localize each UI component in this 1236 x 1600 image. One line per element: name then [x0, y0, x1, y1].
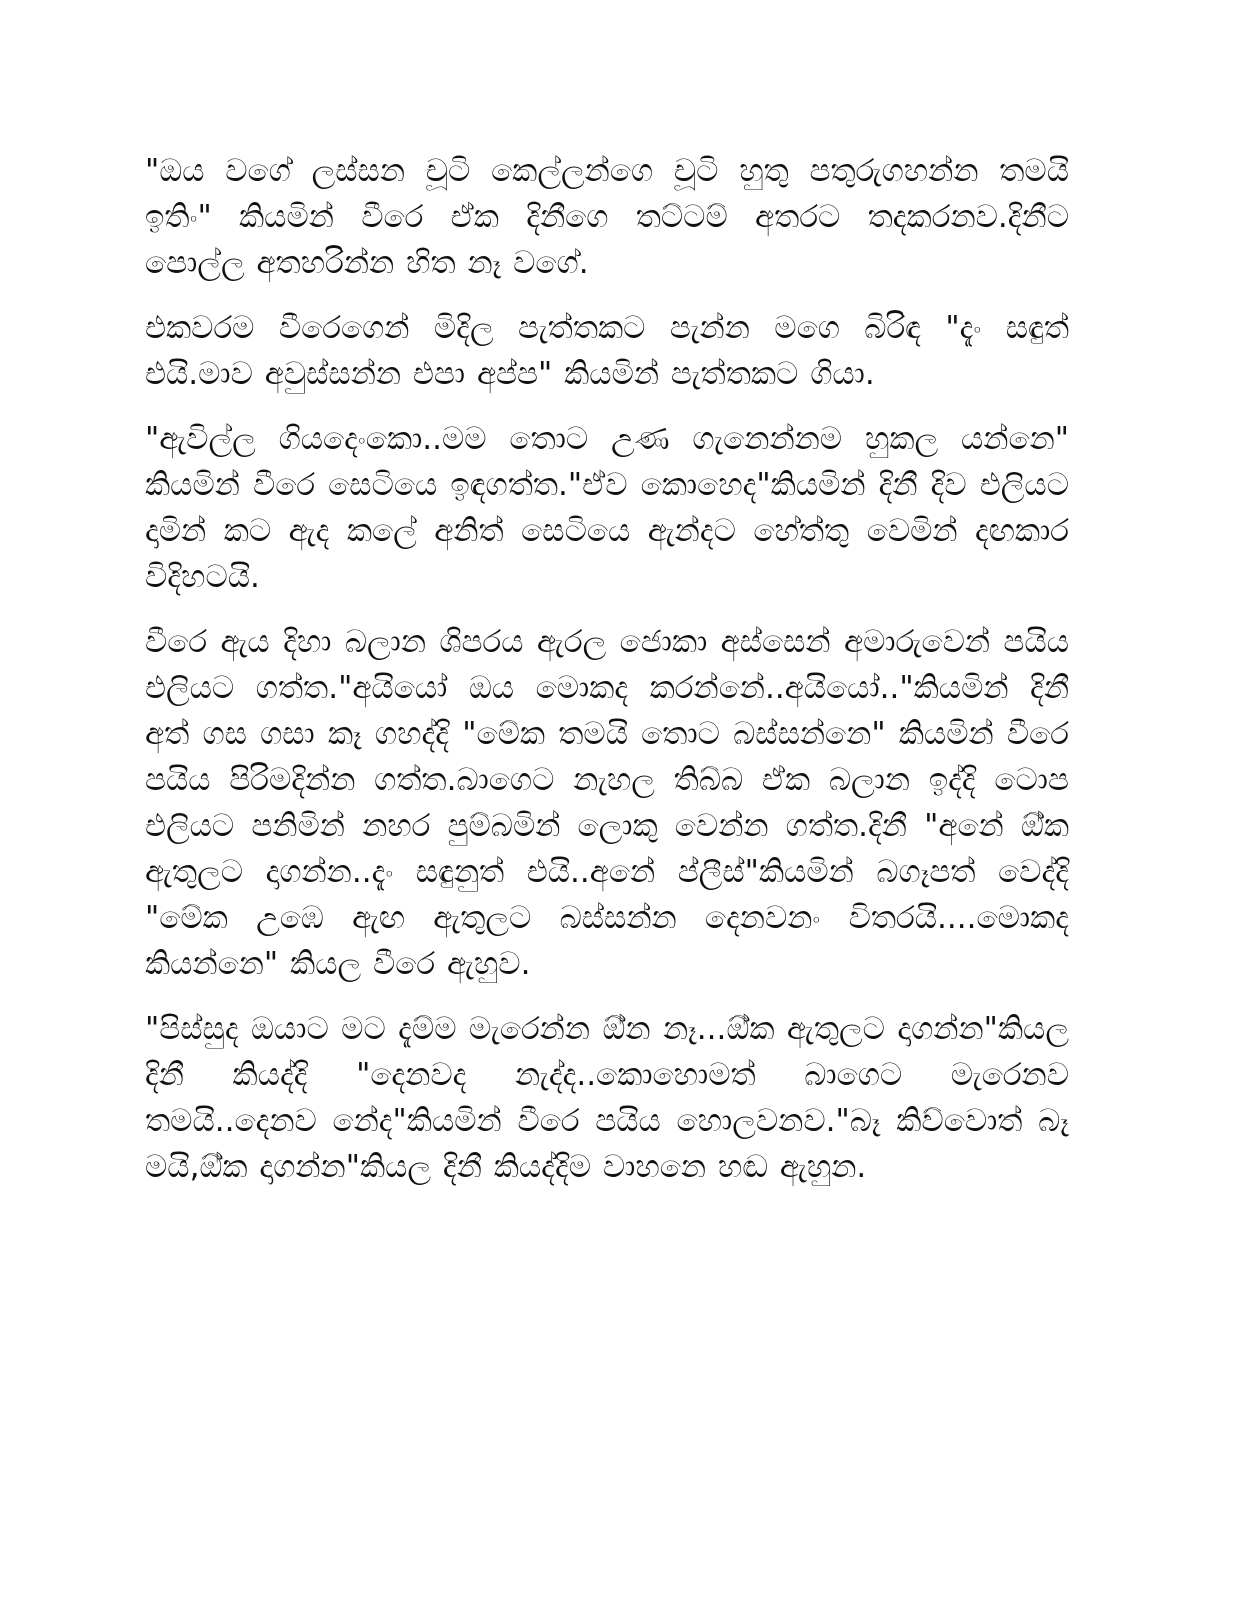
paragraph-3: "ඇවිල්ල ගියදෙංකො..මම තොට උණ ගැනෙන්නම හුකල යන්නෙ" කියමින් වීරෙ සෙටියෙ ඉඳගත්ත."ඒව කොහෙද"කියමින් දිනී දිව එලියට දාමින් කට ඇද කලේ අනිත් සෙටියෙ ඇන්දට හේත්තු වෙමින් දඟකාර විදිහටයි. [145, 421, 1069, 595]
paragraph-4: වීරෙ ඇය දිහා බලාන ශිපරය ඇරල ජොකා අස්සෙන් අමාරුවෙන් පයිය එලියට ගත්ත."අයියෝ ඔය මොකද කරන්නේ..අයියෝ.."කියමින් දිනී අත් ගස ගසා කෑ ගහද්දි "මේක තමයි තොට බස්සන්නෙ" කියමින් වීරෙ පයිය පිරිමදින්න ගත්ත.බාගෙට නැහල තිබ්බ ඒක බලාන ඉද්දි ටොප එලියට පනිමින් නහර පුම්බමින් ලොකු වෙන්න ගත්ත.දිනී "අනේ ඕ්ක ඇතුලට දාගන්න..දැං සඳුනුත් එයි..අනේ ප්ලීස්"කියමින් බගෑපත් වෙද්දි "මේක උඹෙ ඇඟ ඇතුලට බස්සන්න දෙනවනං විතරයි....මොකද කියන්නෙ" කියල වීරෙ ඇහුව. [145, 624, 1069, 982]
paragraph-1: "ඔය වගේ ලස්සන චූටි කෙල්ලන්ගෙ චූටි හුතු පතුරුගහන්න තමයි ඉතිං" කියමින් වීරෙ ඒක දිනීගෙ තට්ටම් අතරට තදකරනව.දිනීට පොල්ල අතහරින්න හිත නෑ වගේ. [145, 153, 1069, 281]
story-text [145, 148, 1069, 1209]
paragraph-5: "පිස්සුද ඔයාට මට දැම්ම මැරෙන්න ඕ්න නෑ...ඕ්ක ඇතුලට දාගන්න"කියල දිනී කියද්දි "දෙනවද නැද්ද..කොහොමත් බාගෙට මැරෙනව තමයි..දෙනව නේද"කියමින් වීරෙ පයිය හොලවනව."බෑ කිව්වොත් බෑ මයි,ඕ්ක දාගන්න"කියල දිනී කියද්දිම වාහනෙ හඬ ඇහුන. [145, 1011, 1069, 1185]
paragraph-2: එකවරම වීරෙගෙන් මිදිල පැත්තකට පැන්න මගෙ බිරිඳ "දැං සඳුත් එයි.මාව අවුස්සන්න එපා අප්ප" කියමින් පැත්තකට ගියා. [145, 310, 1069, 392]
